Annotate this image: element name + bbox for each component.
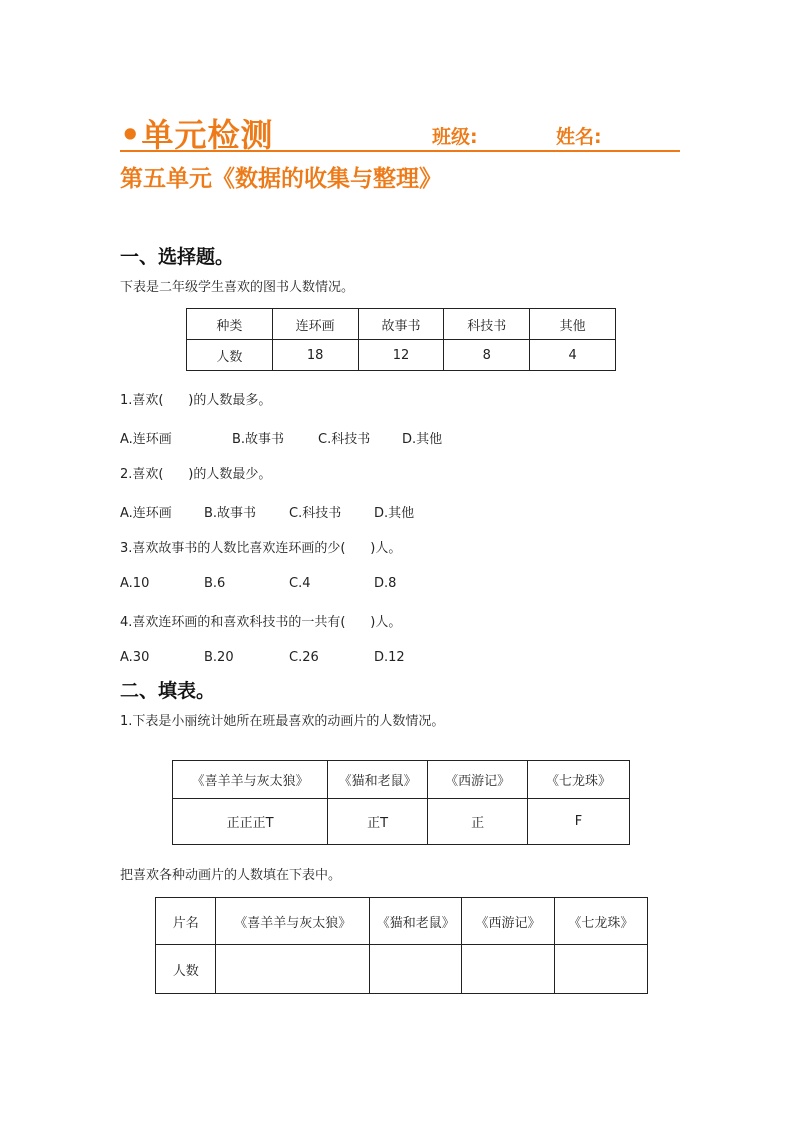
fill-header: 《西游记》 [462, 898, 554, 945]
book-header: 科技书 [444, 309, 530, 340]
question-4: 4.喜欢连环画的和喜欢科技书的一共有( )人。 [120, 615, 402, 630]
cartoon-header: 《七龙珠》 [528, 761, 630, 799]
fill-header: 《喜羊羊与灰太狼》 [216, 898, 370, 945]
book-header: 连环画 [272, 309, 358, 340]
q4-option-b: B.20 [204, 650, 234, 665]
book-cell: 人数 [187, 340, 273, 371]
question-1: 1.喜欢( )的人数最多。 [120, 393, 272, 408]
question-3: 3.喜欢故事书的人数比喜欢连环画的少( )人。 [120, 541, 402, 556]
tally-cell: 正 [428, 799, 528, 845]
q1-option-b: B.故事书 [232, 432, 285, 447]
q4-option-d: D.12 [374, 650, 405, 665]
name-label: 姓名: [556, 126, 602, 148]
header-bar [120, 108, 680, 152]
section1-intro: 下表是二年级学生喜欢的图书人数情况。 [120, 280, 355, 295]
fill-table [155, 897, 648, 994]
book-header: 故事书 [358, 309, 444, 340]
q3-option-b: B.6 [204, 576, 226, 591]
book-header: 其他 [530, 309, 616, 340]
section2-intro: 1.下表是小丽统计她所在班最喜欢的动画片的人数情况。 [120, 714, 445, 729]
q1-option-c: C.科技书 [318, 432, 371, 447]
section1-heading: 一、选择题。 [120, 246, 235, 268]
fill-header: 《猫和老鼠》 [370, 898, 462, 945]
q2-option-c: C.科技书 [289, 506, 342, 521]
q3-option-c: C.4 [289, 576, 311, 591]
unit-subtitle: 第五单元《数据的收集与整理》 [120, 166, 442, 192]
q1-option-d: D.其他 [402, 432, 443, 447]
q4-option-c: C.26 [289, 650, 319, 665]
q2-option-a: A.连环画 [120, 506, 172, 521]
q3-option-d: D.8 [374, 576, 397, 591]
fill-answer-cell[interactable] [216, 945, 370, 994]
tally-table [172, 760, 630, 845]
cartoon-header: 《猫和老鼠》 [328, 761, 428, 799]
book-cell: 18 [272, 340, 358, 371]
tally-cell: 正T [328, 799, 428, 845]
fill-answer-cell[interactable] [554, 945, 647, 994]
cartoon-header: 《喜羊羊与灰太狼》 [173, 761, 328, 799]
fill-row-label: 人数 [156, 945, 216, 994]
fill-answer-cell[interactable] [462, 945, 554, 994]
book-header: 种类 [187, 309, 273, 340]
book-table [186, 308, 616, 371]
q1-option-a: A.连环画 [120, 432, 172, 447]
fill-header: 《七龙珠》 [554, 898, 647, 945]
q3-option-a: A.10 [120, 576, 150, 591]
question-2: 2.喜欢( )的人数最少。 [120, 467, 272, 482]
q4-option-a: A.30 [120, 650, 150, 665]
book-cell: 4 [530, 340, 616, 371]
fill-answer-cell[interactable] [370, 945, 462, 994]
q2-option-d: D.其他 [374, 506, 415, 521]
section2-heading: 二、填表。 [120, 680, 216, 702]
fill-instruction: 把喜欢各种动画片的人数填在下表中。 [120, 868, 342, 883]
class-label: 班级: [432, 126, 478, 148]
book-cell: 8 [444, 340, 530, 371]
q2-option-b: B.故事书 [204, 506, 257, 521]
unit-test-title: •单元检测 [120, 116, 274, 154]
tally-cell: 正正正T [173, 799, 328, 845]
book-cell: 12 [358, 340, 444, 371]
tally-cell: F [528, 799, 630, 845]
cartoon-header: 《西游记》 [428, 761, 528, 799]
fill-header: 片名 [156, 898, 216, 945]
